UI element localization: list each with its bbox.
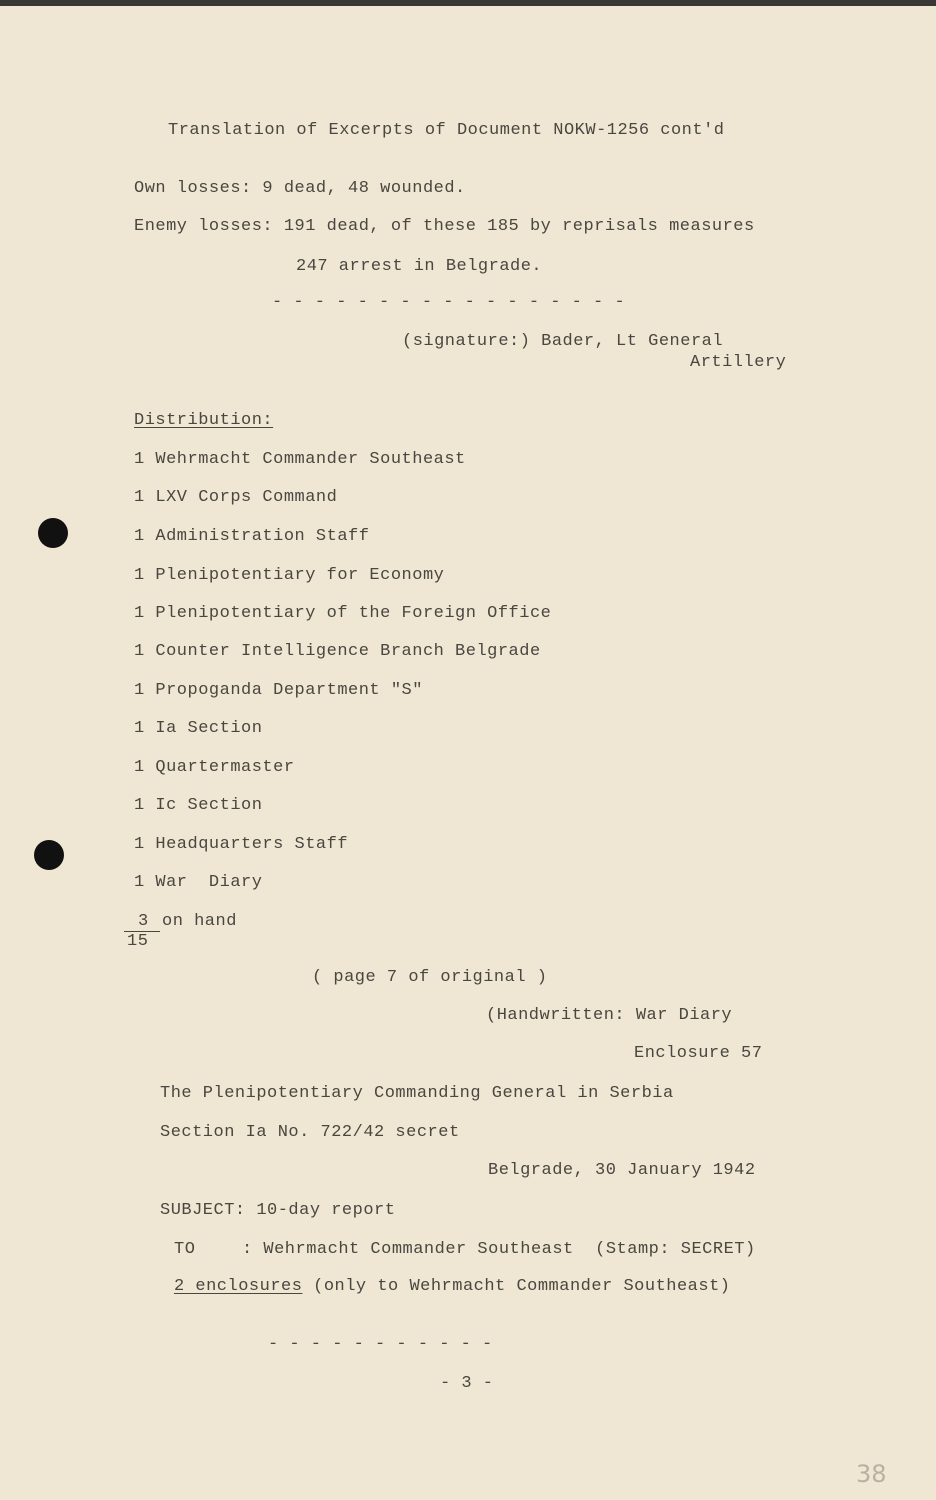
arrests-line: 247 arrest in Belgrade. [296, 257, 543, 276]
page-reference: ( page 7 of original ) [312, 968, 548, 987]
enclosures-note: (only to Wehrmacht Commander Southeast) [302, 1277, 731, 1296]
enemy-losses: Enemy losses: 191 dead, of these 185 by reprisals measures [134, 217, 755, 236]
punch-hole-top [38, 518, 68, 548]
separator-short: - - - - - - - - - - - [268, 1335, 493, 1354]
list-item: 1 Headquarters Staff [134, 835, 349, 854]
list-item: 1 Counter Intelligence Branch Belgrade [134, 642, 541, 661]
signature-rank: Artillery [690, 353, 787, 372]
enclosures-count: 2 enclosures [174, 1277, 303, 1296]
handwritten-note: (Handwritten: War Diary [486, 1006, 733, 1025]
punch-hole-bottom [34, 840, 64, 870]
list-item: 1 Quartermaster [134, 758, 295, 777]
letter-subject: SUBJECT: 10-day report [160, 1201, 396, 1220]
list-item: 1 Plenipotentiary for Economy [134, 566, 445, 585]
list-item: 1 Wehrmacht Commander Southeast [134, 450, 466, 469]
page-number: - 3 - [440, 1374, 494, 1393]
enclosure-number: Enclosure 57 [634, 1044, 763, 1063]
list-item: 1 Ia Section [134, 719, 263, 738]
scan-edge [0, 0, 936, 6]
letter-sender: The Plenipotentiary Commanding General in Serbia [160, 1084, 674, 1103]
own-losses: Own losses: 9 dead, 48 wounded. [134, 179, 466, 198]
signature-line: (signature:) Bader, Lt General [402, 332, 724, 351]
list-item: 1 LXV Corps Command [134, 488, 338, 507]
list-item: 1 Administration Staff [134, 527, 370, 546]
document-title: Translation of Excerpts of Document NOKW-1256 cont'd [168, 121, 725, 140]
letter-to-value: : Wehrmacht Commander Southeast (Stamp: SECRET) [242, 1240, 756, 1259]
letter-section: Section Ia No. 722/42 secret [160, 1123, 460, 1142]
list-item: 1 Propoganda Department "S" [134, 681, 423, 700]
separator-long: - - - - - - - - - - - - - - - - - [272, 293, 626, 312]
list-item: 1 War Diary [134, 873, 263, 892]
distribution-total: 15 [127, 932, 149, 951]
distribution-heading: Distribution: [134, 411, 274, 430]
archive-page-number: 38 [856, 1460, 887, 1488]
letter-enclosures [174, 1277, 731, 1297]
on-hand-count: 3 [138, 912, 149, 931]
letter-place-date: Belgrade, 30 January 1942 [488, 1161, 756, 1180]
on-hand-label: on hand [162, 912, 237, 931]
list-item: 1 Ic Section [134, 796, 263, 815]
list-item: 1 Plenipotentiary of the Foreign Office [134, 604, 552, 623]
letter-to-label: TO [174, 1240, 196, 1259]
